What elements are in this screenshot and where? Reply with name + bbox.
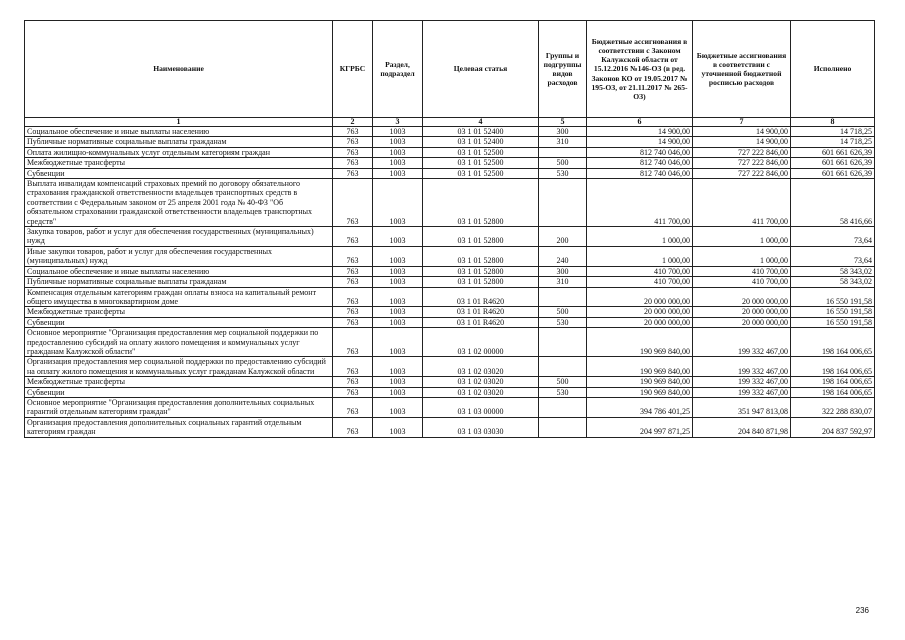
row-section: 1003 [373,317,423,327]
table-row [25,357,875,377]
row-target: 03 1 02 00000 [423,328,539,357]
row-kgrbs: 763 [333,357,373,377]
row-budget-schedule: 20 000 000,00 [693,317,791,327]
row-kgrbs: 763 [333,377,373,387]
row-target: 03 1 01 R4620 [423,287,539,307]
row-executed: 601 661 626,39 [791,168,875,178]
row-budget-law: 14 900,00 [587,127,693,137]
row-target: 03 1 01 52400 [423,127,539,137]
table-row [25,137,875,147]
row-executed: 16 550 191,58 [791,287,875,307]
row-budget-law: 411 700,00 [587,179,693,227]
row-kgrbs: 763 [333,179,373,227]
row-section: 1003 [373,417,423,437]
row-budget-law: 1 000,00 [587,227,693,247]
header-target: Целевая статья [423,21,539,118]
row-target: 03 1 01 R4620 [423,307,539,317]
row-section: 1003 [373,277,423,287]
column-number: 1 [25,118,333,127]
header-row [25,21,875,118]
row-budget-schedule: 1 000,00 [693,246,791,266]
row-executed: 198 164 006,65 [791,387,875,397]
row-budget-law: 190 969 840,00 [587,328,693,357]
row-budget-schedule: 727 222 846,00 [693,158,791,168]
row-group: 530 [539,168,587,178]
row-kgrbs: 763 [333,417,373,437]
table-row [25,277,875,287]
row-budget-schedule: 199 332 467,00 [693,357,791,377]
row-executed: 198 164 006,65 [791,377,875,387]
table-row [25,287,875,307]
row-kgrbs: 763 [333,127,373,137]
header-kgrbs: КГРБС [333,21,373,118]
row-name: Основное мероприятие "Организация предоставления дополнительных социальных гарантий отдельным категориям граждан" [25,397,333,417]
row-executed: 198 164 006,65 [791,357,875,377]
row-kgrbs: 763 [333,158,373,168]
row-section: 1003 [373,287,423,307]
row-group: 500 [539,307,587,317]
row-executed: 16 550 191,58 [791,307,875,317]
table-row [25,246,875,266]
row-kgrbs: 763 [333,168,373,178]
row-group: 530 [539,317,587,327]
row-budget-law: 410 700,00 [587,266,693,276]
row-target: 03 1 02 03020 [423,387,539,397]
row-group: 310 [539,277,587,287]
row-executed: 601 661 626,39 [791,158,875,168]
row-name: Субвенции [25,387,333,397]
column-number: 6 [587,118,693,127]
row-group: 300 [539,127,587,137]
table-row [25,266,875,276]
row-name: Публичные нормативные социальные выплаты гражданам [25,277,333,287]
row-target: 03 1 01 52800 [423,227,539,247]
row-group [539,287,587,307]
row-target: 03 1 02 03020 [423,377,539,387]
row-executed: 198 164 006,65 [791,328,875,357]
column-number-row [25,118,875,127]
row-name: Выплата инвалидам компенсаций страховых премий по договору обязательного страхования гражданской ответственности владельцев транспортных средств в соответствии с Федеральным законом от 25 апреля 2001 года № 40-ФЗ "Об обязательном страховании гражданской ответственности владельцев транспортных средств" [25,179,333,227]
row-name: Социальное обеспечение и иные выплаты населению [25,266,333,276]
row-group [539,397,587,417]
row-target: 03 1 03 00000 [423,397,539,417]
row-budget-law: 812 740 046,00 [587,147,693,157]
row-budget-law: 1 000,00 [587,246,693,266]
row-budget-schedule: 199 332 467,00 [693,377,791,387]
header-budget-schedule: Бюджетные ассигнования в соответствии с уточненной бюджетной росписью расходов [693,21,791,118]
row-group: 300 [539,266,587,276]
row-executed: 322 288 830,07 [791,397,875,417]
row-executed: 16 550 191,58 [791,317,875,327]
row-executed: 14 718,25 [791,127,875,137]
row-executed: 73,64 [791,227,875,247]
row-section: 1003 [373,387,423,397]
row-section: 1003 [373,227,423,247]
row-budget-schedule: 411 700,00 [693,179,791,227]
row-name: Закупка товаров, работ и услуг для обеспечения государственных (муниципальных) нужд [25,227,333,247]
row-name: Субвенции [25,168,333,178]
row-kgrbs: 763 [333,137,373,147]
row-group: 200 [539,227,587,247]
row-target: 03 1 01 52800 [423,277,539,287]
row-executed: 204 837 592,97 [791,417,875,437]
row-budget-schedule: 727 222 846,00 [693,147,791,157]
table-row [25,387,875,397]
table-row [25,397,875,417]
row-name: Субвенции [25,317,333,327]
row-group: 310 [539,137,587,147]
row-kgrbs: 763 [333,277,373,287]
row-budget-schedule: 199 332 467,00 [693,387,791,397]
row-name: Публичные нормативные социальные выплаты гражданам [25,137,333,147]
row-kgrbs: 763 [333,287,373,307]
row-section: 1003 [373,307,423,317]
row-budget-schedule: 410 700,00 [693,277,791,287]
row-kgrbs: 763 [333,397,373,417]
row-group [539,179,587,227]
budget-table [24,20,875,438]
row-budget-law: 20 000 000,00 [587,317,693,327]
row-section: 1003 [373,397,423,417]
row-executed: 58 416,66 [791,179,875,227]
page-number: 236 [855,606,869,615]
row-section: 1003 [373,147,423,157]
table-row [25,147,875,157]
column-number: 7 [693,118,791,127]
row-budget-schedule: 1 000,00 [693,227,791,247]
row-group [539,417,587,437]
row-section: 1003 [373,246,423,266]
row-executed: 58 343,02 [791,266,875,276]
row-name: Межбюджетные трансферты [25,377,333,387]
row-kgrbs: 763 [333,387,373,397]
table-row [25,328,875,357]
row-budget-schedule: 14 900,00 [693,137,791,147]
header-executed: Исполнено [791,21,875,118]
row-budget-schedule: 727 222 846,00 [693,168,791,178]
row-section: 1003 [373,357,423,377]
row-target: 03 1 01 52400 [423,137,539,147]
row-executed: 73,64 [791,246,875,266]
table-body [25,127,875,438]
row-target: 03 1 01 R4620 [423,317,539,327]
row-kgrbs: 763 [333,328,373,357]
row-kgrbs: 763 [333,147,373,157]
table-row [25,377,875,387]
row-kgrbs: 763 [333,246,373,266]
row-kgrbs: 763 [333,317,373,327]
row-name: Межбюджетные трансферты [25,158,333,168]
row-budget-law: 190 969 840,00 [587,387,693,397]
row-budget-schedule: 199 332 467,00 [693,328,791,357]
row-target: 03 1 01 52500 [423,158,539,168]
row-name: Иные закупки товаров, работ и услуг для обеспечения государственных (муниципальных) нужд [25,246,333,266]
row-target: 03 1 01 52500 [423,168,539,178]
column-number: 5 [539,118,587,127]
row-section: 1003 [373,377,423,387]
row-budget-law: 812 740 046,00 [587,168,693,178]
row-budget-law: 190 969 840,00 [587,377,693,387]
row-budget-schedule: 410 700,00 [693,266,791,276]
row-budget-schedule: 20 000 000,00 [693,307,791,317]
row-name: Межбюджетные трансферты [25,307,333,317]
header-section: Раздел, подраздел [373,21,423,118]
row-name: Социальное обеспечение и иные выплаты населению [25,127,333,137]
row-budget-law: 20 000 000,00 [587,307,693,317]
table-row [25,127,875,137]
row-name: Оплата жилищно-коммунальных услуг отдельным категориям граждан [25,147,333,157]
row-group [539,328,587,357]
row-budget-schedule: 351 947 813,08 [693,397,791,417]
table-row [25,307,875,317]
row-name: Компенсация отдельным категориям граждан оплаты взноса на капитальный ремонт общего имущества в многоквартирном доме [25,287,333,307]
row-kgrbs: 763 [333,307,373,317]
row-executed: 601 661 626,39 [791,147,875,157]
row-executed: 58 343,02 [791,277,875,287]
row-budget-law: 394 786 401,25 [587,397,693,417]
row-budget-law: 204 997 871,25 [587,417,693,437]
row-section: 1003 [373,179,423,227]
header-name: Наименование [25,21,333,118]
row-group [539,147,587,157]
row-target: 03 1 02 03020 [423,357,539,377]
table-row [25,158,875,168]
row-target: 03 1 03 03030 [423,417,539,437]
row-section: 1003 [373,137,423,147]
header-budget-law: Бюджетные ассигнования в соответствии с Законом Калужской области от 15.12.2016 №146-ОЗ (в ред. Законов КО от 19.05.2017 № 195-ОЗ, от 21.11.2017 № 265-ОЗ) [587,21,693,118]
table-row [25,179,875,227]
table-row [25,317,875,327]
row-target: 03 1 01 52500 [423,147,539,157]
row-budget-schedule: 204 840 871,98 [693,417,791,437]
row-target: 03 1 01 52800 [423,246,539,266]
column-number: 2 [333,118,373,127]
table-row [25,417,875,437]
column-number: 3 [373,118,423,127]
row-budget-law: 14 900,00 [587,137,693,147]
column-number: 8 [791,118,875,127]
row-budget-law: 20 000 000,00 [587,287,693,307]
row-target: 03 1 01 52800 [423,179,539,227]
row-group: 240 [539,246,587,266]
row-section: 1003 [373,328,423,357]
row-budget-schedule: 20 000 000,00 [693,287,791,307]
row-executed: 14 718,25 [791,137,875,147]
row-section: 1003 [373,127,423,137]
row-budget-law: 410 700,00 [587,277,693,287]
row-budget-law: 812 740 046,00 [587,158,693,168]
row-target: 03 1 01 52800 [423,266,539,276]
table-row [25,168,875,178]
table-row [25,227,875,247]
row-budget-schedule: 14 900,00 [693,127,791,137]
header-groups: Группы и подгруппы видов расходов [539,21,587,118]
row-kgrbs: 763 [333,227,373,247]
column-number: 4 [423,118,539,127]
row-section: 1003 [373,266,423,276]
row-budget-law: 190 969 840,00 [587,357,693,377]
row-name: Организация предоставления дополнительных социальных гарантий отдельным категориям граждан [25,417,333,437]
row-section: 1003 [373,168,423,178]
row-kgrbs: 763 [333,266,373,276]
row-name: Организация предоставления мер социальной поддержки по предоставлению субсидий на оплату жилого помещения и коммунальных услуг гражданам Калужской области [25,357,333,377]
row-group [539,357,587,377]
row-name: Основное мероприятие "Организация предоставления мер социальной поддержки по предоставлению субсидий на оплату жилого помещения и коммунальных услуг гражданам Калужской области" [25,328,333,357]
row-group: 500 [539,377,587,387]
row-section: 1003 [373,158,423,168]
row-group: 530 [539,387,587,397]
row-group: 500 [539,158,587,168]
